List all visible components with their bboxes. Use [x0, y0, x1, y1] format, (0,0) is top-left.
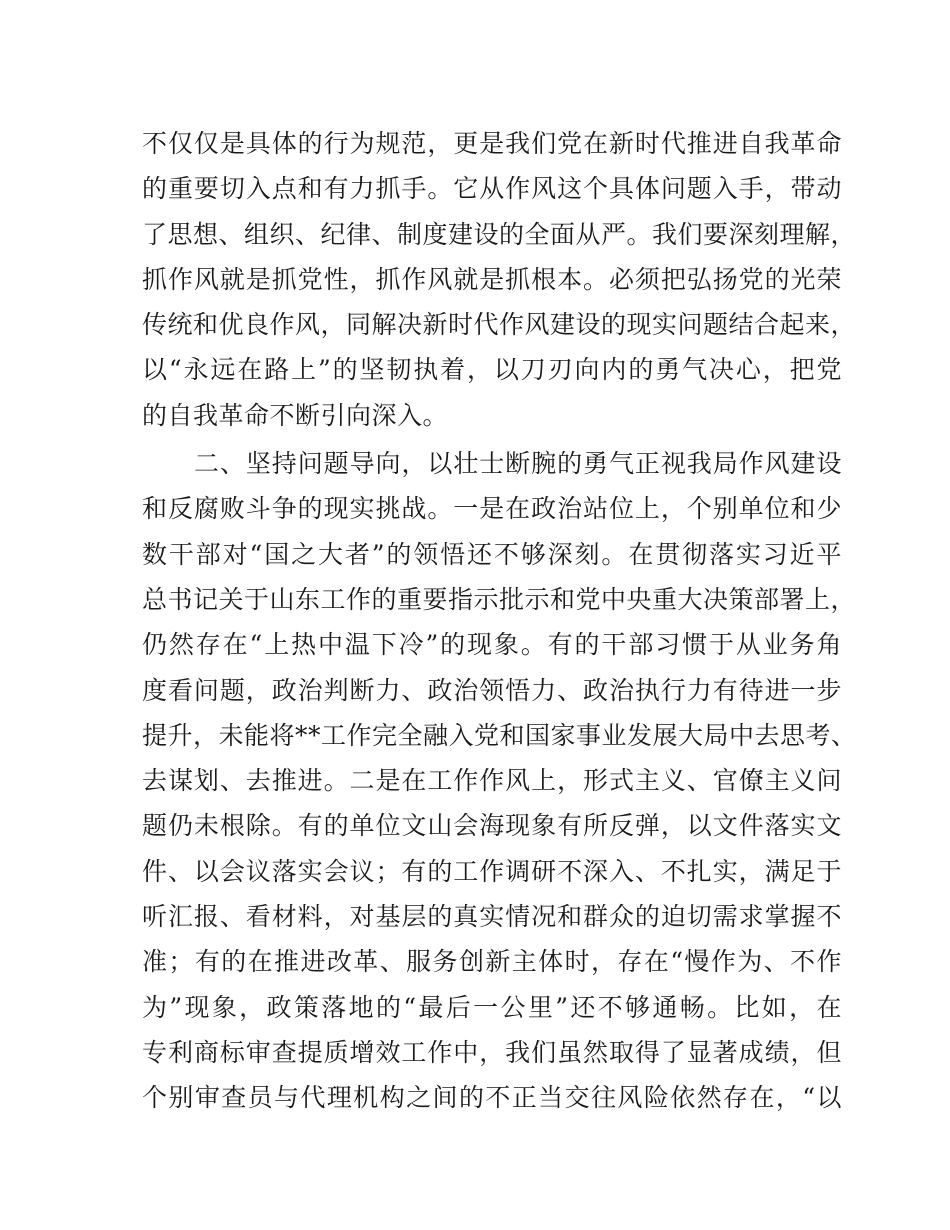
paragraph-line: 二、坚持问题导向，以壮士断腕的勇气正视我局作风建设 [194, 449, 842, 479]
paragraph-line: 的自我革命不断引向深入。 [142, 400, 449, 430]
paragraph-line: 准；有的在推进改革、服务创新主体时，存在“慢作为、不作 [142, 947, 842, 977]
paragraph-line: 数干部对“国之大者”的领悟还不够深刻。在贯彻落实习近平 [142, 539, 842, 569]
paragraph-line: 去谋划、去推进。二是在工作作风上，形式主义、官僚主义问 [142, 766, 842, 796]
paragraph-line: 的重要切入点和有力抓手。它从作风这个具体问题入手，带动 [142, 174, 842, 204]
paragraph-line: 件、以会议落实会议；有的工作调研不深入、不扎实，满足于 [142, 856, 842, 886]
document-body [142, 121, 857, 1121]
paragraph-line: 题仍未根除。有的单位文山会海现象有所反弹，以文件落实文 [142, 811, 842, 841]
paragraph-line: 抓作风就是抓党性，抓作风就是抓根本。必须把弘扬党的光荣 [142, 264, 842, 294]
paragraph-line: 以“永远在路上”的坚韧执着，以刀刃向内的勇气决心，把党 [142, 355, 842, 385]
paragraph-line: 和反腐败斗争的现实挑战。一是在政治站位上，个别单位和少 [142, 494, 842, 524]
paragraph-line: 不仅仅是具体的行为规范，更是我们党在新时代推进自我革命 [142, 129, 842, 158]
paragraph-line: 了思想、组织、纪律、制度建设的全面从严。我们要深刻理解， [142, 219, 857, 249]
paragraph-line: 为”现象，政策落地的“最后一公里”还不够通畅。比如，在 [142, 992, 842, 1022]
paragraph-1 [142, 121, 857, 438]
paragraph-line: 个别审查员与代理机构之间的不正当交往风险依然存在，“以 [142, 1083, 842, 1113]
paragraph-2 [142, 441, 857, 1120]
paragraph-line: 传统和优良作风，同解决新时代作风建设的现实问题结合起来， [142, 310, 857, 340]
paragraph-line: 仍然存在“上热中温下冷”的现象。有的干部习惯于从业务角 [142, 630, 842, 660]
paragraph-line: 提升，未能将**工作完全融入党和国家事业发展大局中去思考、 [142, 720, 857, 750]
paragraph-line: 听汇报、看材料，对基层的真实情况和群众的迫切需求掌握不 [142, 902, 842, 932]
paragraph-line: 总书记关于山东工作的重要指示批示和党中央重大决策部署上， [142, 584, 857, 614]
paragraph-line: 度看问题，政治判断力、政治领悟力、政治执行力有待进一步 [142, 675, 842, 705]
paragraph-line: 专利商标审查提质增效工作中，我们虽然取得了显著成绩，但 [142, 1037, 842, 1067]
